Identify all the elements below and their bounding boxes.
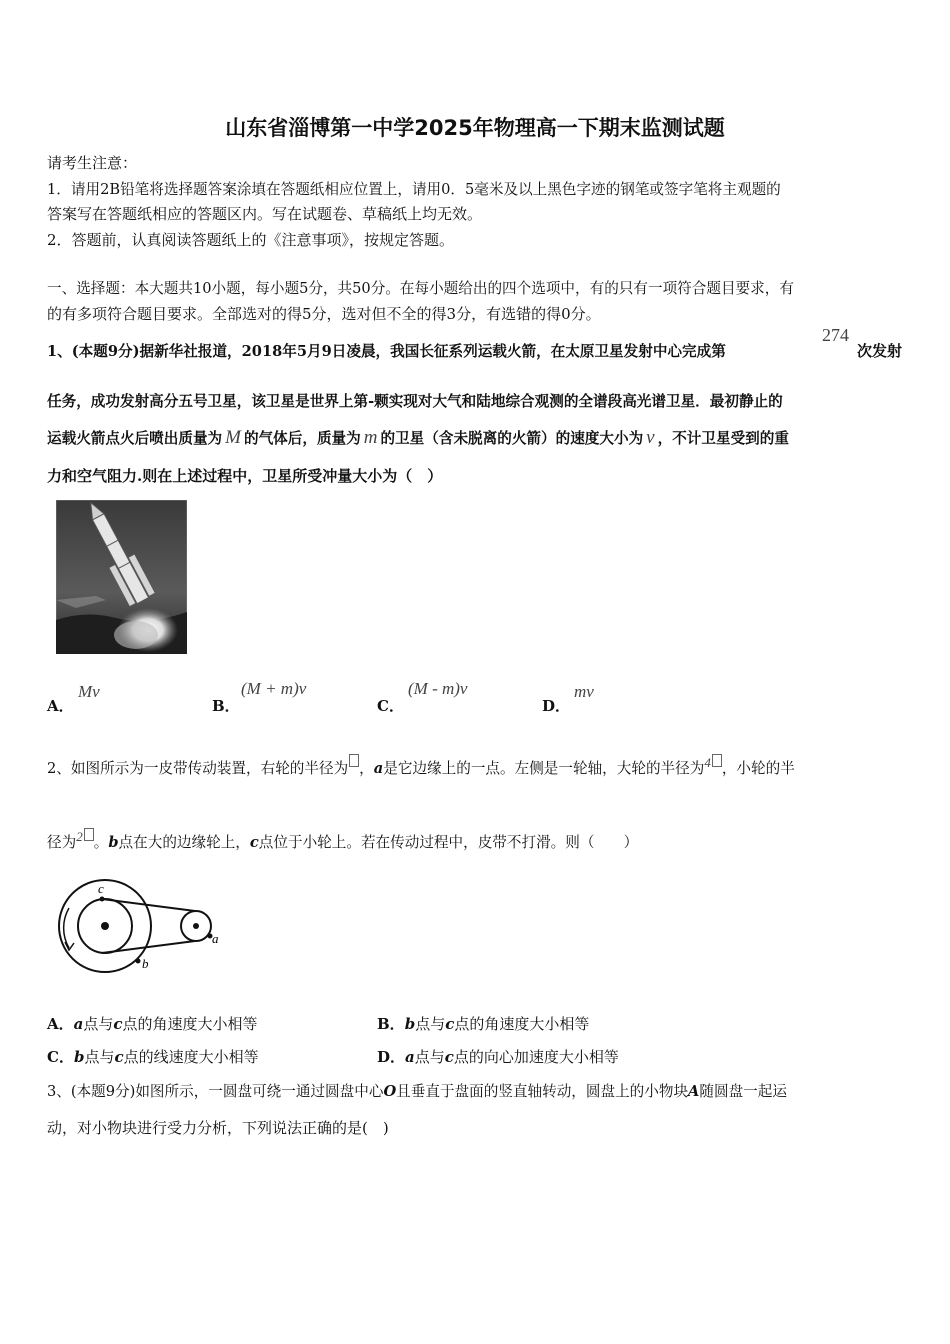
q2-option-b-t2: 点的角速度大小相等	[454, 1015, 590, 1033]
q2-option-b-t1: 点与	[415, 1015, 446, 1033]
q1-var-m: m	[363, 427, 378, 448]
q3-text-1b: 且垂直于盘面的竖直轴转动，圆盘上的小物块	[396, 1083, 689, 1100]
q2-option-a-p2: c	[113, 1015, 123, 1033]
q2-text-2d: 点位于小轮上。若在传动过程中，皮带不打滑。则（ ）	[258, 834, 639, 851]
q2-point-c: c	[249, 834, 259, 851]
q2-text-2b: 。	[93, 834, 109, 851]
q2-option-d[interactable]	[377, 1046, 619, 1067]
q2-text-2a: 径为	[47, 834, 77, 851]
q2-point-b: b	[108, 834, 119, 851]
q1-var-v: v	[646, 427, 655, 448]
q2-option-c[interactable]	[47, 1046, 259, 1067]
q2-option-a-t2: 点的角速度大小相等	[122, 1015, 258, 1033]
q2-text-1c: 是它边缘上的一点。左侧是一轮轴，大轮的半径为	[383, 760, 705, 777]
q2-line-1	[47, 754, 795, 778]
belt-pulley-diagram	[55, 878, 225, 978]
q2-option-d-p2: c	[444, 1048, 454, 1066]
q1-line-3	[47, 427, 789, 449]
q1-launch-number: 274	[822, 325, 849, 345]
q2-option-b-p1: b	[404, 1015, 416, 1033]
q2-placeholder-box-icon-2	[712, 754, 722, 767]
q1-line-1	[47, 340, 726, 361]
q1-text-3d: ，不计卫星受到的重	[657, 430, 789, 447]
notice-line-2: 2．答题前，认真阅读答题纸上的《注意事项》，按规定答题。	[47, 231, 455, 249]
q3-line-2: 动，对小物块进行受力分析，下列说法正确的是( )	[47, 1119, 389, 1137]
q2-line-2	[47, 828, 638, 852]
q1-option-d-expr: mv	[574, 682, 594, 701]
rocket-launch-photo	[56, 500, 187, 654]
page-title: 山东省淄博第一中学2025年物理高一下期末监测试题	[225, 116, 725, 140]
q2-option-c-label: C．	[47, 1048, 74, 1066]
q1-option-b-expr: (M + m)v	[241, 679, 307, 698]
q1-line-4: 力和空气阻力.则在上述过程中，卫星所受冲量大小为（ ）	[47, 467, 443, 485]
q2-option-c-t1: 点与	[84, 1048, 115, 1066]
q2-option-b[interactable]	[377, 1013, 589, 1034]
notice-line-1b: 答案写在答题纸相应的答题区内。写在试题卷、草稿纸上均无效。	[47, 205, 483, 223]
fig-label-a: a	[212, 931, 219, 946]
q2-num-4: 4	[704, 755, 711, 770]
q2-option-d-t1: 点与	[414, 1048, 445, 1066]
q1-option-a-label[interactable]: A．	[47, 697, 74, 715]
notice-line-1: 1．请用2B铅笔将选择题答案涂填在答题纸相应位置上，请用0．5毫米及以上黑色字迹的钢笔或签字笔将主观题的	[47, 181, 781, 198]
q2-option-b-label: B．	[377, 1015, 405, 1033]
q2-option-d-label: D．	[377, 1048, 406, 1066]
q2-placeholder-box-icon-3	[84, 828, 94, 841]
q3-point-A: A	[688, 1083, 700, 1100]
q1-option-b-label[interactable]: B．	[212, 697, 240, 715]
q3-text-1a: 3、(本题9分)如图所示，一圆盘可绕一通过圆盘中心	[47, 1083, 384, 1100]
q2-option-a[interactable]	[47, 1013, 258, 1034]
q2-point-a: a	[373, 760, 384, 777]
q2-option-c-t2: 点的线速度大小相等	[123, 1048, 259, 1066]
q1-text-1b: 次发射	[857, 342, 903, 360]
q2-text-1d: ，小轮的半	[721, 760, 795, 777]
q2-option-c-p2: c	[114, 1048, 124, 1066]
fig-label-b: b	[142, 956, 149, 971]
q1-option-a-expr: Mv	[78, 682, 100, 701]
q2-text-1a: 2、如图所示为一皮带传动装置，右轮的半径为	[47, 760, 349, 777]
q2-option-b-p2: c	[445, 1015, 455, 1033]
q3-line-1	[47, 1080, 787, 1101]
q2-text-2c: 点在大的边缘轮上，	[118, 834, 250, 851]
q1-text-3b: 的气体后，质量为	[243, 430, 361, 447]
q1-var-M: M	[225, 427, 241, 448]
q1-option-d-label[interactable]: D．	[542, 697, 571, 715]
q3-text-1c: 随圆盘一起运	[699, 1083, 787, 1100]
q2-option-d-t2: 点的向心加速度大小相等	[453, 1048, 619, 1066]
q1-option-c-expr: (M - m)v	[408, 679, 468, 698]
fig-label-c: c	[98, 881, 104, 896]
q2-option-a-t1: 点与	[83, 1015, 114, 1033]
q1-text-1a: 1、(本题9分)据新华社报道，2018年5月9日凌晨，我国长征系列运载火箭，在太原卫星发射中心完成第	[47, 343, 726, 360]
q2-text-1b: ，	[359, 760, 374, 777]
notice-heading: 请考生注意：	[47, 154, 138, 172]
q2-option-c-p1: b	[73, 1048, 85, 1066]
q2-option-a-label: A．	[47, 1015, 74, 1033]
section-instructions-2: 的有多项符合题目要求。全部选对的得5分，选对但不全的得3分，有选错的得0分。	[47, 305, 601, 323]
section-instructions-1: 一、选择题：本大题共10小题，每小题5分，共50分。在每小题给出的四个选项中，有的只有一项符合题目要求，有	[47, 280, 794, 297]
q2-placeholder-box-icon	[349, 754, 359, 767]
q1-line-2: 任务，成功发射高分五号卫星，该卫星是世界上第-颗实现对大气和陆地综合观测的全谱段高光谱卫星．最初静止的	[47, 393, 783, 410]
q1-option-c-label[interactable]: C．	[377, 697, 404, 715]
q3-point-O: O	[383, 1083, 397, 1100]
q2-option-d-p1: a	[405, 1048, 415, 1066]
q2-num-2: 2	[76, 829, 83, 844]
q2-option-a-p1: a	[73, 1015, 84, 1033]
q1-text-3a: 运载火箭点火后喷出质量为	[47, 430, 223, 447]
q1-text-3c: 的卫星（含未脱离的火箭）的速度大小为	[380, 430, 644, 447]
